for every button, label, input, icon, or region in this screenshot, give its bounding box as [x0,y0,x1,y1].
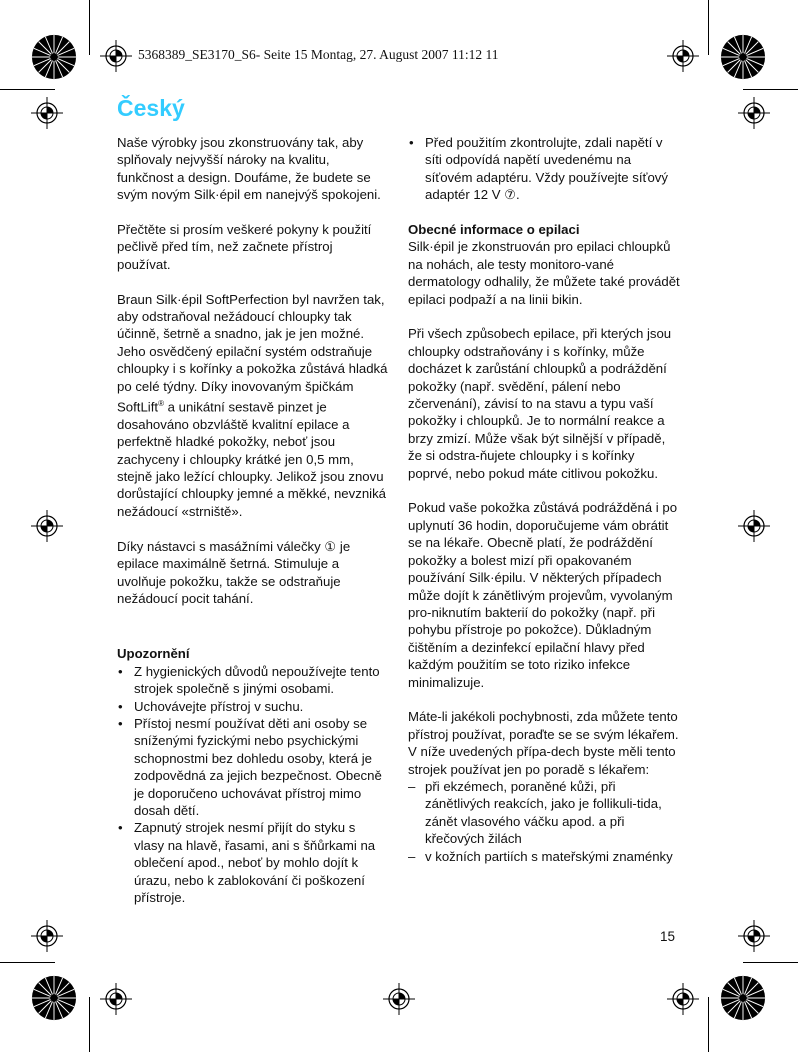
massage-attachment-paragraph [117,538,389,608]
registration-mark-upper-left [30,96,64,130]
contraindications-paragraph: Máte-li jakékoli pochybnosti, zda můžete tento přístroj používat, poraďte se se svým lékařem. V níže uvedených přípa-dech byste měli tento strojek používat jen po poradě s lékařem: [408,709,679,777]
intro-paragraph: Naše výrobky jsou zkonstruovány tak, aby splňovaly nejvyšší nároky na kvalitu, funkčnost a design. Doufáme, že budete se svým novým Silk·épil em nanejvýš spokojeni. [117,135,381,203]
warning-item: • Uchovávejte přístroj v suchu. [117,698,389,715]
voltage-text-end: . [516,187,520,203]
product-description-paragraph [117,291,389,521]
trim-line [0,962,55,963]
warning-item: • Z hygienických důvodů nepoužívejte tento strojek společně s jinými osobami. [117,663,389,698]
massage-text-cont: je epilace maximálně šetrná. Stimuluje a uvolňuje pokožku, takže se odstraňuje nežádoucí pocit tahání. [117,538,351,606]
starburst-mark-top-left [30,33,78,81]
page-title: Český [117,95,185,121]
massage-text: Díky nástavci s masážními válečky [117,538,325,554]
registration-mark-bottom-left [99,982,133,1016]
print-slug-header: 5368389_SE3170_S6- Seite 15 Montag, 27. August 2007 11:12 11 [138,47,499,62]
trim-line [708,997,709,1052]
registration-mark-lower-right [737,919,771,953]
starburst-mark-top-right [719,33,767,81]
skin-irritation-paragraph: Při všech způsobech epilace, při kterých jsou chloupky odstraňovány i s kořínky, může docházet k zarůstání chloupků a podráždění pokožky (např. svědění, pálení nebo zčervenání), závisí to na stavu a typu vaší pokožky i chloupků. Je to normální reakce a brzy zmizí. Může však být silnější v případě, že si odstra-ňujete chloupky i s kořínky poprvé, nebo pokud máte citlivou pokožku. [408,326,672,481]
trim-line [743,962,798,963]
trim-line [0,89,55,90]
product-description-text-cont: a unikátní sestavě pinzet je dosahováno obzvláště kvalitní epilace a perfektně hladké pokožky, neboť jsou zachyceny i chloupky krátké jen 0,5 mm, stejně jako ležící chloupky. Jelikož jsou znovu dorůstající chloupky jemné a měkké, nevzniká nežádoucí «strniště». [117,399,387,519]
registration-mark-mid-left [30,509,64,543]
voltage-item [408,134,680,204]
registration-mark-top-left [99,39,133,73]
warning-item: • Zapnutý strojek nesmí přijít do styku s vlasy na hlavě, řasami, ani s šňůrkami na oblečení apod., neboť by mohlo dojít k úrazu, nebo k zablokování či poškození přístroje. [117,819,389,906]
registration-mark-bottom-center [382,982,416,1016]
doctor-advice-paragraph: Pokud vaše pokožka zůstává podrážděná i po uplynutí 36 hodin, doporučujeme vám obrátit se na lékaře. Obecně platí, že podráždění pokožky a bolest mizí při opakovaném používání Silk·épilu. V některých případech může dojít k zánětlivým projevům, vyvolaným pro-niknutím bakterií do pokožky (např. při pohybu přístroje po pokožce). Důkladným čištěním a dezinfekcí epilační hlavy před každým použitím se toto riziko infekce minimalizuje. [408,500,678,690]
registered-symbol: ® [158,399,164,409]
registration-mark-bottom-right [666,982,700,1016]
trim-line [743,89,798,90]
registration-mark-upper-right [737,96,771,130]
epilation-info-paragraph: Silk·épil je zkonstruován pro epilaci chloupků na nohách, ale testy monitoro-vané dermatology odhalily, že můžete také provádět epilaci podpaží a na linii bikin. [408,239,680,307]
contraindication-item: – v kožních partiích s mateřskými znaménky [408,848,680,865]
trim-line [89,0,90,55]
warnings-heading: Upozornění [117,646,190,662]
registration-mark-mid-right [737,509,771,543]
starburst-mark-bottom-left [30,974,78,1022]
registration-mark-top-right [666,39,700,73]
product-description-text: Braun Silk·épil SoftPerfection byl navržen tak, aby odstraňoval nežádoucí chloupky tak účinně, šetrně a snadno, jak je jen možné. Jeho osvědčený epilační systém odstraňuje chloupky i s kořínky a pokožka zůstává hladká po celé týdny. Díky inovovaným špičkám SoftLift [117,291,388,415]
warning-item: • Přístoj nesmí používat děti ani osoby se sníženými fyzickými nebo psychickými schopnostmi bez dohledu osoby, která je zodpovědná za jejich bezpečnost. Obecně je doporučeno uchovávat přístroj mimo dosah dětí. [117,715,389,819]
starburst-mark-bottom-right [719,974,767,1022]
voltage-text: Před použitím zkontrolujte, zdali napětí v síti odpovídá napětí uvedenému na síťovém adaptéru. Vždy používejte síťový adaptér 12 V [425,135,668,203]
warnings-list [117,663,389,907]
trim-line [708,0,709,55]
circled-number-1: ① [324,538,337,554]
page-number: 15 [660,929,676,944]
registration-mark-lower-left [30,919,64,953]
right-column [408,134,680,865]
contraindication-item: – při ekzémech, poraněné kůži, při zánětlivých reakcích, jako je follikuli-tida, zánět vlasového váčku apod. a při křečových žilách [408,778,680,848]
left-column [117,134,389,906]
circled-number-7: ⑦ [504,187,517,203]
instructions-paragraph: Přečtěte si prosím veškeré pokyny k použití pečlivě před tím, než začnete přístroj používat. [117,222,372,272]
contraindications-list [408,778,680,865]
epilation-info-heading: Obecné informace o epilaci [408,222,580,238]
trim-line [89,997,90,1052]
voltage-list [408,134,680,204]
